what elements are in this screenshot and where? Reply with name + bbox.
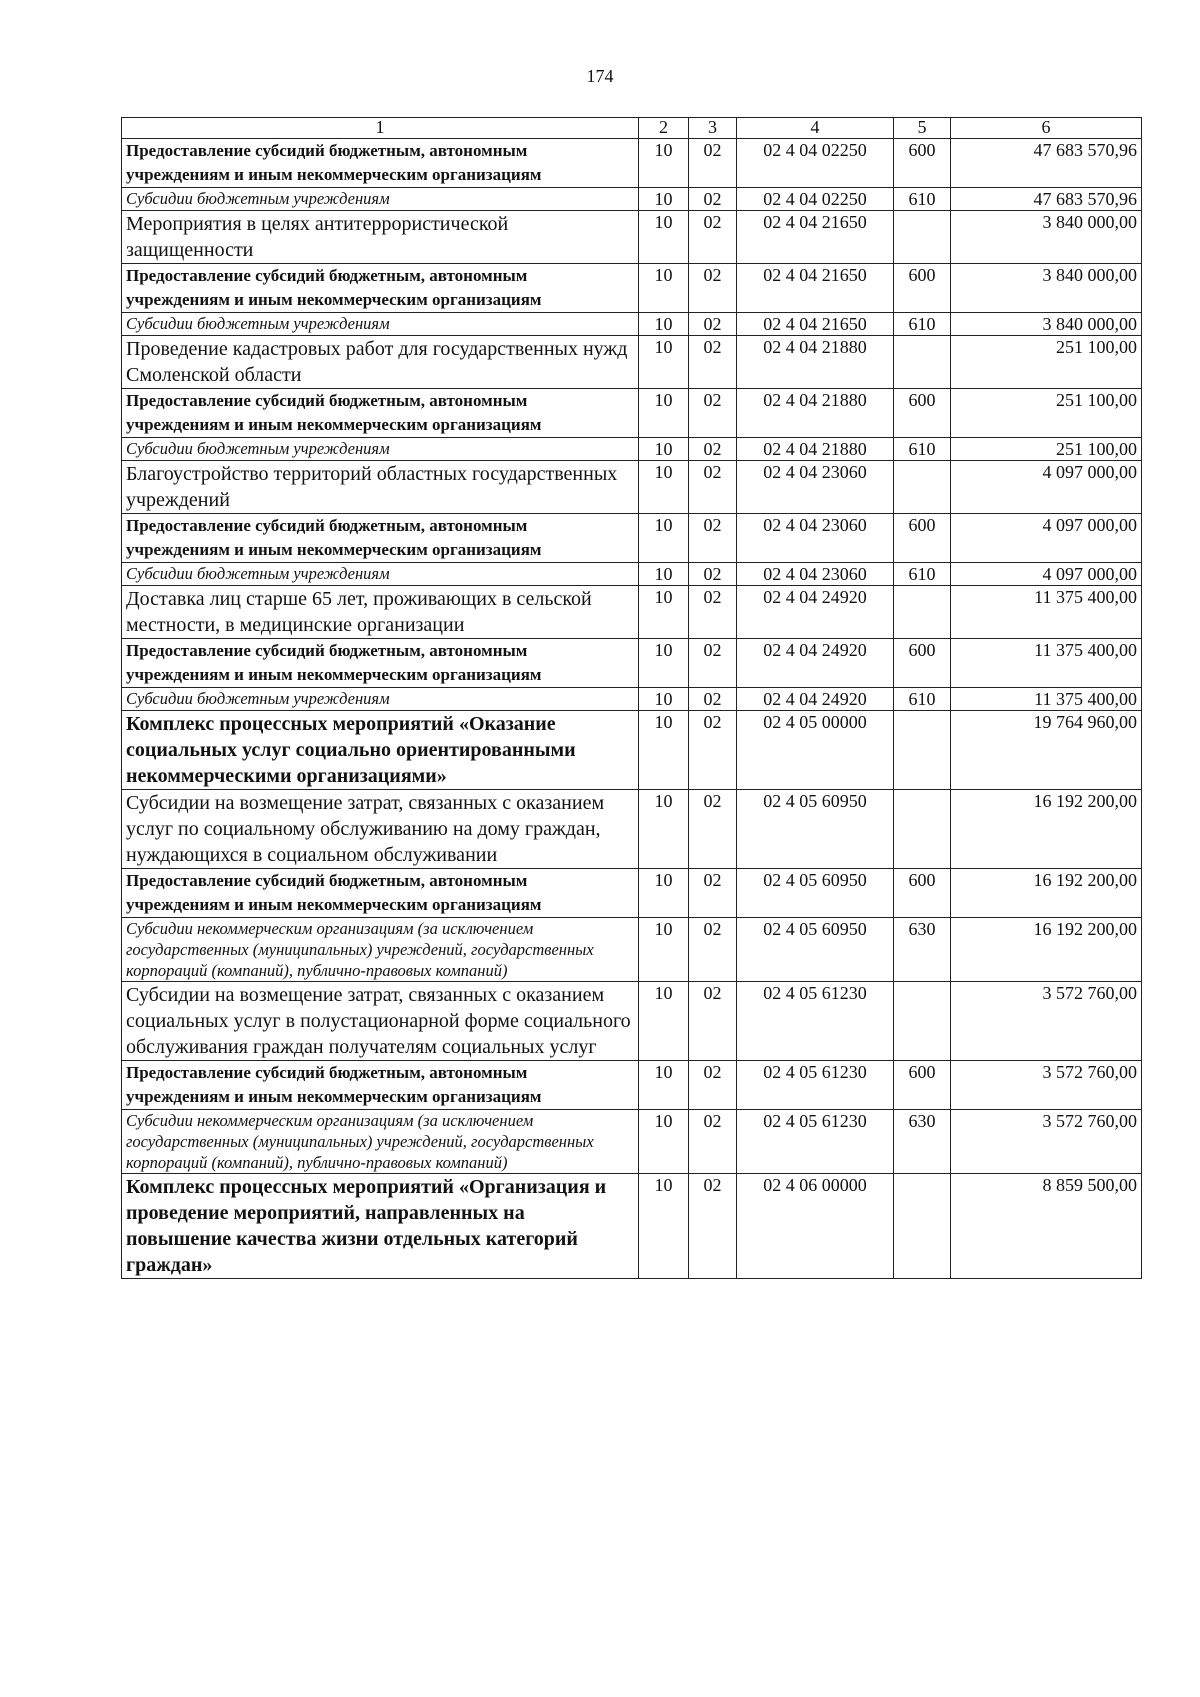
subsection-code-cell: 02 — [689, 586, 737, 639]
section-code-cell: 10 — [639, 264, 689, 313]
row-name-cell: Субсидии бюджетным учреждениям — [122, 438, 639, 461]
section-code-cell: 10 — [639, 869, 689, 918]
table-body — [122, 139, 1142, 1279]
subsection-code-cell: 02 — [689, 982, 737, 1061]
section-code-cell: 10 — [639, 514, 689, 563]
target-item-code-cell: 02 4 04 21880 — [737, 336, 894, 389]
section-code-cell: 10 — [639, 438, 689, 461]
row-name-cell: Субсидии некоммерческим организациям (за исключением государственных (муниципальных) учреждений, государственных корпораций (компаний), публично-правовых компаний) — [122, 918, 639, 982]
table-row — [122, 139, 1142, 188]
row-name-cell: Субсидии бюджетным учреждениям — [122, 188, 639, 211]
table-row — [122, 563, 1142, 586]
expense-type-code-cell: 630 — [894, 1110, 951, 1174]
amount-cell: 16 192 200,00 — [951, 790, 1142, 869]
section-code-cell: 10 — [639, 1061, 689, 1110]
target-item-code-cell: 02 4 04 21880 — [737, 438, 894, 461]
section-code-cell: 10 — [639, 688, 689, 711]
section-code-cell: 10 — [639, 639, 689, 688]
subsection-code-cell: 02 — [689, 1061, 737, 1110]
subsection-code-cell: 02 — [689, 688, 737, 711]
subsection-code-cell: 02 — [689, 211, 737, 264]
table-row — [122, 313, 1142, 336]
target-item-code-cell: 02 4 05 61230 — [737, 1110, 894, 1174]
table-row — [122, 389, 1142, 438]
target-item-code-cell: 02 4 04 21880 — [737, 389, 894, 438]
row-name-cell: Субсидии бюджетным учреждениям — [122, 313, 639, 336]
expense-type-code-cell: 600 — [894, 1061, 951, 1110]
expense-type-code-cell: 610 — [894, 188, 951, 211]
expense-type-code-cell — [894, 1174, 951, 1279]
amount-cell: 3 572 760,00 — [951, 1061, 1142, 1110]
table-row — [122, 514, 1142, 563]
section-code-cell: 10 — [639, 389, 689, 438]
row-name-cell: Мероприятия в целях антитеррористической защищенности — [122, 211, 639, 264]
expense-type-code-cell — [894, 211, 951, 264]
section-code-cell: 10 — [639, 711, 689, 790]
section-code-cell: 10 — [639, 918, 689, 982]
row-name-cell: Комплекс процессных мероприятий «Организация и проведение мероприятий, направленных на повышение качества жизни отдельных категорий граждан» — [122, 1174, 639, 1279]
row-name-cell: Предоставление субсидий бюджетным, автономным учреждениям и иным некоммерческим организациям — [122, 264, 639, 313]
amount-cell: 3 572 760,00 — [951, 1110, 1142, 1174]
table-row — [122, 1110, 1142, 1174]
amount-cell: 3 840 000,00 — [951, 211, 1142, 264]
row-name-cell: Предоставление субсидий бюджетным, автономным учреждениям и иным некоммерческим организациям — [122, 1061, 639, 1110]
target-item-code-cell: 02 4 06 00000 — [737, 1174, 894, 1279]
budget-table — [121, 117, 1142, 1279]
column-header: 1 — [122, 118, 639, 139]
table-row — [122, 1061, 1142, 1110]
expense-type-code-cell: 610 — [894, 313, 951, 336]
amount-cell: 3 840 000,00 — [951, 313, 1142, 336]
column-header: 4 — [737, 118, 894, 139]
subsection-code-cell: 02 — [689, 1174, 737, 1279]
target-item-code-cell: 02 4 04 24920 — [737, 586, 894, 639]
target-item-code-cell: 02 4 05 60950 — [737, 918, 894, 982]
table-row — [122, 982, 1142, 1061]
section-code-cell: 10 — [639, 461, 689, 514]
page-number: 174 — [586, 66, 614, 86]
section-code-cell: 10 — [639, 1174, 689, 1279]
amount-cell: 16 192 200,00 — [951, 918, 1142, 982]
row-name-cell: Предоставление субсидий бюджетным, автономным учреждениям и иным некоммерческим организациям — [122, 639, 639, 688]
column-header: 2 — [639, 118, 689, 139]
expense-type-code-cell: 600 — [894, 139, 951, 188]
target-item-code-cell: 02 4 04 21650 — [737, 313, 894, 336]
subsection-code-cell: 02 — [689, 514, 737, 563]
row-name-cell: Предоставление субсидий бюджетным, автономным учреждениям и иным некоммерческим организациям — [122, 139, 639, 188]
section-code-cell: 10 — [639, 790, 689, 869]
amount-cell: 47 683 570,96 — [951, 188, 1142, 211]
row-name-cell: Комплекс процессных мероприятий «Оказание социальных услуг социально ориентированными некоммерческими организациями» — [122, 711, 639, 790]
table-header-row — [122, 118, 1142, 139]
expense-type-code-cell — [894, 461, 951, 514]
expense-type-code-cell: 600 — [894, 869, 951, 918]
expense-type-code-cell: 610 — [894, 563, 951, 586]
target-item-code-cell: 02 4 04 21650 — [737, 264, 894, 313]
table-row — [122, 869, 1142, 918]
table-row — [122, 336, 1142, 389]
target-item-code-cell: 02 4 04 02250 — [737, 188, 894, 211]
row-name-cell: Субсидии бюджетным учреждениям — [122, 563, 639, 586]
table-row — [122, 918, 1142, 982]
subsection-code-cell: 02 — [689, 639, 737, 688]
subsection-code-cell: 02 — [689, 438, 737, 461]
expense-type-code-cell: 600 — [894, 389, 951, 438]
row-name-cell: Субсидии некоммерческим организациям (за исключением государственных (муниципальных) учреждений, государственных корпораций (компаний), публично-правовых компаний) — [122, 1110, 639, 1174]
amount-cell: 11 375 400,00 — [951, 639, 1142, 688]
target-item-code-cell: 02 4 04 23060 — [737, 461, 894, 514]
row-name-cell: Предоставление субсидий бюджетным, автономным учреждениям и иным некоммерческим организациям — [122, 389, 639, 438]
table-row — [122, 211, 1142, 264]
expense-type-code-cell: 600 — [894, 264, 951, 313]
subsection-code-cell: 02 — [689, 188, 737, 211]
amount-cell: 251 100,00 — [951, 389, 1142, 438]
subsection-code-cell: 02 — [689, 264, 737, 313]
table-row — [122, 188, 1142, 211]
amount-cell: 4 097 000,00 — [951, 461, 1142, 514]
expense-type-code-cell: 610 — [894, 438, 951, 461]
section-code-cell: 10 — [639, 982, 689, 1061]
subsection-code-cell: 02 — [689, 918, 737, 982]
subsection-code-cell: 02 — [689, 1110, 737, 1174]
subsection-code-cell: 02 — [689, 869, 737, 918]
amount-cell: 3 840 000,00 — [951, 264, 1142, 313]
target-item-code-cell: 02 4 04 24920 — [737, 639, 894, 688]
target-item-code-cell: 02 4 05 00000 — [737, 711, 894, 790]
row-name-cell: Проведение кадастровых работ для государственных нужд Смоленской области — [122, 336, 639, 389]
row-name-cell: Предоставление субсидий бюджетным, автономным учреждениям и иным некоммерческим организациям — [122, 869, 639, 918]
subsection-code-cell: 02 — [689, 139, 737, 188]
expense-type-code-cell — [894, 982, 951, 1061]
subsection-code-cell: 02 — [689, 389, 737, 438]
subsection-code-cell: 02 — [689, 563, 737, 586]
amount-cell: 4 097 000,00 — [951, 514, 1142, 563]
row-name-cell: Субсидии на возмещение затрат, связанных с оказанием социальных услуг в полустационарной форме социального обслуживания граждан получателям социальных услуг — [122, 982, 639, 1061]
row-name-cell: Благоустройство территорий областных государственных учреждений — [122, 461, 639, 514]
target-item-code-cell: 02 4 04 24920 — [737, 688, 894, 711]
target-item-code-cell: 02 4 04 23060 — [737, 563, 894, 586]
subsection-code-cell: 02 — [689, 711, 737, 790]
subsection-code-cell: 02 — [689, 461, 737, 514]
section-code-cell: 10 — [639, 313, 689, 336]
table-row — [122, 264, 1142, 313]
target-item-code-cell: 02 4 04 21650 — [737, 211, 894, 264]
amount-cell: 11 375 400,00 — [951, 688, 1142, 711]
table-row — [122, 711, 1142, 790]
target-item-code-cell: 02 4 05 60950 — [737, 869, 894, 918]
section-code-cell: 10 — [639, 336, 689, 389]
target-item-code-cell: 02 4 05 61230 — [737, 982, 894, 1061]
target-item-code-cell: 02 4 04 02250 — [737, 139, 894, 188]
amount-cell: 47 683 570,96 — [951, 139, 1142, 188]
expense-type-code-cell: 600 — [894, 639, 951, 688]
expense-type-code-cell: 610 — [894, 688, 951, 711]
amount-cell: 4 097 000,00 — [951, 563, 1142, 586]
section-code-cell: 10 — [639, 139, 689, 188]
column-header: 5 — [894, 118, 951, 139]
expense-type-code-cell: 630 — [894, 918, 951, 982]
target-item-code-cell: 02 4 05 61230 — [737, 1061, 894, 1110]
amount-cell: 8 859 500,00 — [951, 1174, 1142, 1279]
expense-type-code-cell — [894, 336, 951, 389]
column-header: 3 — [689, 118, 737, 139]
amount-cell: 19 764 960,00 — [951, 711, 1142, 790]
amount-cell: 251 100,00 — [951, 438, 1142, 461]
expense-type-code-cell — [894, 711, 951, 790]
subsection-code-cell: 02 — [689, 790, 737, 869]
subsection-code-cell: 02 — [689, 336, 737, 389]
target-item-code-cell: 02 4 04 23060 — [737, 514, 894, 563]
amount-cell: 16 192 200,00 — [951, 869, 1142, 918]
table-row — [122, 461, 1142, 514]
row-name-cell: Предоставление субсидий бюджетным, автономным учреждениям и иным некоммерческим организациям — [122, 514, 639, 563]
table-row — [122, 438, 1142, 461]
subsection-code-cell: 02 — [689, 313, 737, 336]
table-row — [122, 790, 1142, 869]
expense-type-code-cell — [894, 586, 951, 639]
row-name-cell: Субсидии бюджетным учреждениям — [122, 688, 639, 711]
expense-type-code-cell — [894, 790, 951, 869]
table-row — [122, 688, 1142, 711]
row-name-cell: Субсидии на возмещение затрат, связанных с оказанием услуг по социальному обслуживанию на дому граждан, нуждающихся в социальном обслуживании — [122, 790, 639, 869]
table-row — [122, 586, 1142, 639]
row-name-cell: Доставка лиц старше 65 лет, проживающих в сельской местности, в медицинские организации — [122, 586, 639, 639]
section-code-cell: 10 — [639, 563, 689, 586]
table-row — [122, 639, 1142, 688]
section-code-cell: 10 — [639, 1110, 689, 1174]
amount-cell: 11 375 400,00 — [951, 586, 1142, 639]
amount-cell: 251 100,00 — [951, 336, 1142, 389]
amount-cell: 3 572 760,00 — [951, 982, 1142, 1061]
section-code-cell: 10 — [639, 188, 689, 211]
table-row — [122, 1174, 1142, 1279]
target-item-code-cell: 02 4 05 60950 — [737, 790, 894, 869]
section-code-cell: 10 — [639, 211, 689, 264]
expense-type-code-cell: 600 — [894, 514, 951, 563]
column-header: 6 — [951, 118, 1142, 139]
section-code-cell: 10 — [639, 586, 689, 639]
